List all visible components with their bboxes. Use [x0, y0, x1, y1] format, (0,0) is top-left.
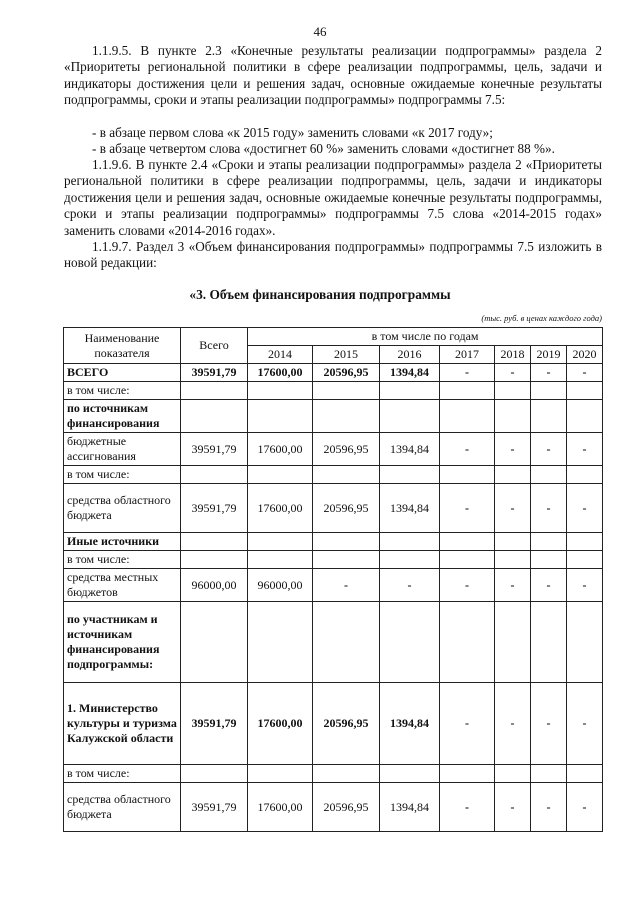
row-label: средства областного бюджета [64, 783, 181, 832]
cell-2020 [567, 400, 603, 433]
cell-2015 [313, 602, 380, 683]
cell-2015 [313, 533, 380, 551]
cell-2015: 20596,95 [313, 783, 380, 832]
cell-2019: - [531, 783, 567, 832]
cell-total [181, 765, 248, 783]
cell-total: 96000,00 [181, 569, 248, 602]
cell-2018 [495, 551, 531, 569]
cell-total [181, 400, 248, 433]
table-row [64, 382, 603, 400]
row-label: в том числе: [64, 382, 181, 400]
section-heading: «3. Объем финансирования подпрограммы [189, 287, 451, 302]
row-label: бюджетные ассигнования [64, 433, 181, 466]
cell-2020 [567, 602, 603, 683]
table-row [64, 783, 603, 832]
cell-total: 39591,79 [181, 433, 248, 466]
cell-2016: 1394,84 [380, 433, 440, 466]
cell-2017: - [440, 683, 495, 765]
cell-2014: 17600,00 [248, 783, 313, 832]
cell-2019: - [531, 683, 567, 765]
table-row [64, 364, 603, 382]
cell-2018: - [495, 364, 531, 382]
cell-2015: 20596,95 [313, 364, 380, 382]
table-row [64, 400, 603, 433]
row-label: в том числе: [64, 765, 181, 783]
cell-2014 [248, 765, 313, 783]
cell-2016: 1394,84 [380, 783, 440, 832]
cell-total: 39591,79 [181, 364, 248, 382]
cell-2019 [531, 551, 567, 569]
cell-2019: - [531, 484, 567, 533]
cell-2014: 17600,00 [248, 364, 313, 382]
cell-2015: 20596,95 [313, 683, 380, 765]
row-label: средства областного бюджета [64, 484, 181, 533]
cell-2018 [495, 765, 531, 783]
table-row [64, 433, 603, 466]
cell-2015 [313, 382, 380, 400]
cell-2014 [248, 533, 313, 551]
table-row [64, 466, 603, 484]
page-number: 46 [313, 24, 327, 39]
cell-2020 [567, 551, 603, 569]
cell-2018 [495, 602, 531, 683]
cell-2016 [380, 466, 440, 484]
cell-2019 [531, 765, 567, 783]
table-header-row [64, 328, 603, 346]
cell-2017: - [440, 364, 495, 382]
paragraph-1-1-9-7: 1.1.9.7. Раздел 3 «Объем финансирования подпрограммы» подпрограммы 7.5 изложить в новой редакции: [64, 239, 602, 271]
cell-2014: 17600,00 [248, 683, 313, 765]
cell-2018: - [495, 484, 531, 533]
cell-total [181, 551, 248, 569]
cell-2015: - [313, 569, 380, 602]
table-row [64, 533, 603, 551]
cell-2015 [313, 400, 380, 433]
cell-2020: - [567, 683, 603, 765]
cell-2020: - [567, 433, 603, 466]
row-label: по источникам финансирования [64, 400, 181, 433]
cell-total [181, 382, 248, 400]
paragraph-1-1-9-5: 1.1.9.5. В пункте 2.3 «Конечные результаты реализации подпрограммы» раздела 2 «Приоритеты региональной политики в сфере реализации подпрограммы, цель, задачи и индикаторы достижения цели и решения задач, основные ожидаемые конечные результаты подпрограммы, сроки и этапы реализации подпрограммы» подпрограммы 7.5: [64, 43, 602, 108]
row-label: средства местных бюджетов [64, 569, 181, 602]
cell-2015 [313, 551, 380, 569]
cell-total: 39591,79 [181, 683, 248, 765]
cell-2015: 20596,95 [313, 484, 380, 533]
bullet-first-paragraph: - в абзаце первом слова «к 2015 году» заменить словами «к 2017 году»; [92, 125, 493, 140]
header-year: 2020 [567, 346, 603, 364]
cell-2020 [567, 765, 603, 783]
units-note: (тыс. руб. в ценах каждого года) [481, 313, 602, 323]
cell-total: 39591,79 [181, 783, 248, 832]
cell-2014: 17600,00 [248, 484, 313, 533]
cell-2018 [495, 400, 531, 433]
cell-2019 [531, 382, 567, 400]
cell-2014 [248, 602, 313, 683]
cell-2015: 20596,95 [313, 433, 380, 466]
cell-2019 [531, 533, 567, 551]
header-total: Всего [181, 328, 248, 364]
cell-2016: 1394,84 [380, 364, 440, 382]
header-year: 2016 [380, 346, 440, 364]
cell-2020: - [567, 569, 603, 602]
cell-2018 [495, 466, 531, 484]
cell-2017: - [440, 484, 495, 533]
header-years-group: в том числе по годам [248, 328, 603, 346]
cell-total [181, 533, 248, 551]
cell-2020: - [567, 484, 603, 533]
cell-2019 [531, 466, 567, 484]
cell-2020: - [567, 364, 603, 382]
cell-total [181, 466, 248, 484]
cell-2016 [380, 533, 440, 551]
header-year: 2015 [313, 346, 380, 364]
header-year: 2018 [495, 346, 531, 364]
row-label: в том числе: [64, 551, 181, 569]
cell-2019: - [531, 364, 567, 382]
header-year: 2017 [440, 346, 495, 364]
cell-2016 [380, 382, 440, 400]
cell-2017: - [440, 569, 495, 602]
cell-2018: - [495, 433, 531, 466]
cell-2017: - [440, 783, 495, 832]
cell-2017 [440, 400, 495, 433]
cell-2016: 1394,84 [380, 484, 440, 533]
cell-2016 [380, 602, 440, 683]
cell-2016: 1394,84 [380, 683, 440, 765]
cell-2014 [248, 551, 313, 569]
cell-2017: - [440, 433, 495, 466]
cell-2020 [567, 466, 603, 484]
cell-2018: - [495, 683, 531, 765]
cell-2020 [567, 382, 603, 400]
cell-2020 [567, 533, 603, 551]
cell-2014: 17600,00 [248, 433, 313, 466]
cell-2016 [380, 765, 440, 783]
table-row [64, 602, 603, 683]
cell-2014 [248, 400, 313, 433]
cell-2015 [313, 466, 380, 484]
cell-2019 [531, 602, 567, 683]
cell-2017 [440, 533, 495, 551]
cell-2017 [440, 602, 495, 683]
cell-2019: - [531, 433, 567, 466]
cell-2016 [380, 400, 440, 433]
cell-2019: - [531, 569, 567, 602]
cell-2017 [440, 382, 495, 400]
cell-total: 39591,79 [181, 484, 248, 533]
row-label: Иные источники [64, 533, 181, 551]
cell-2014 [248, 466, 313, 484]
cell-2015 [313, 765, 380, 783]
row-label: 1. Министерство культуры и туризма Калужской области [64, 683, 181, 765]
table-row [64, 569, 603, 602]
header-year: 2014 [248, 346, 313, 364]
cell-2018 [495, 533, 531, 551]
cell-2019 [531, 400, 567, 433]
financing-table [63, 327, 603, 832]
cell-2018: - [495, 783, 531, 832]
cell-total [181, 602, 248, 683]
table-row [64, 683, 603, 765]
cell-2014: 96000,00 [248, 569, 313, 602]
cell-2017 [440, 466, 495, 484]
cell-2018 [495, 382, 531, 400]
cell-2016: - [380, 569, 440, 602]
row-label: ВСЕГО [64, 364, 181, 382]
bullet-fourth-paragraph: - в абзаце четвертом слова «достигнет 60 %» заменить словами «достигнет 88 %». [92, 141, 555, 156]
header-name: Наименование показателя [64, 328, 181, 364]
cell-2014 [248, 382, 313, 400]
cell-2020: - [567, 783, 603, 832]
row-label: в том числе: [64, 466, 181, 484]
header-year: 2019 [531, 346, 567, 364]
row-label: по участникам и источникам финансирования подпрограммы: [64, 602, 181, 683]
table-row [64, 484, 603, 533]
table-row [64, 551, 603, 569]
cell-2017 [440, 551, 495, 569]
cell-2017 [440, 765, 495, 783]
cell-2018: - [495, 569, 531, 602]
table-row [64, 765, 603, 783]
cell-2016 [380, 551, 440, 569]
paragraph-1-1-9-6: 1.1.9.6. В пункте 2.4 «Сроки и этапы реализации подпрограммы» раздела 2 «Приоритеты региональной политики в сфере реализации подпрограммы, цель, задачи и индикаторы достижения цели и решения задач, основные ожидаемые конечные результаты подпрограммы, сроки и этапы реализации подпрограммы» подпрограммы 7.5 слова «2014-2015 годах» заменить словами «2014-2016 годах». [64, 157, 602, 238]
